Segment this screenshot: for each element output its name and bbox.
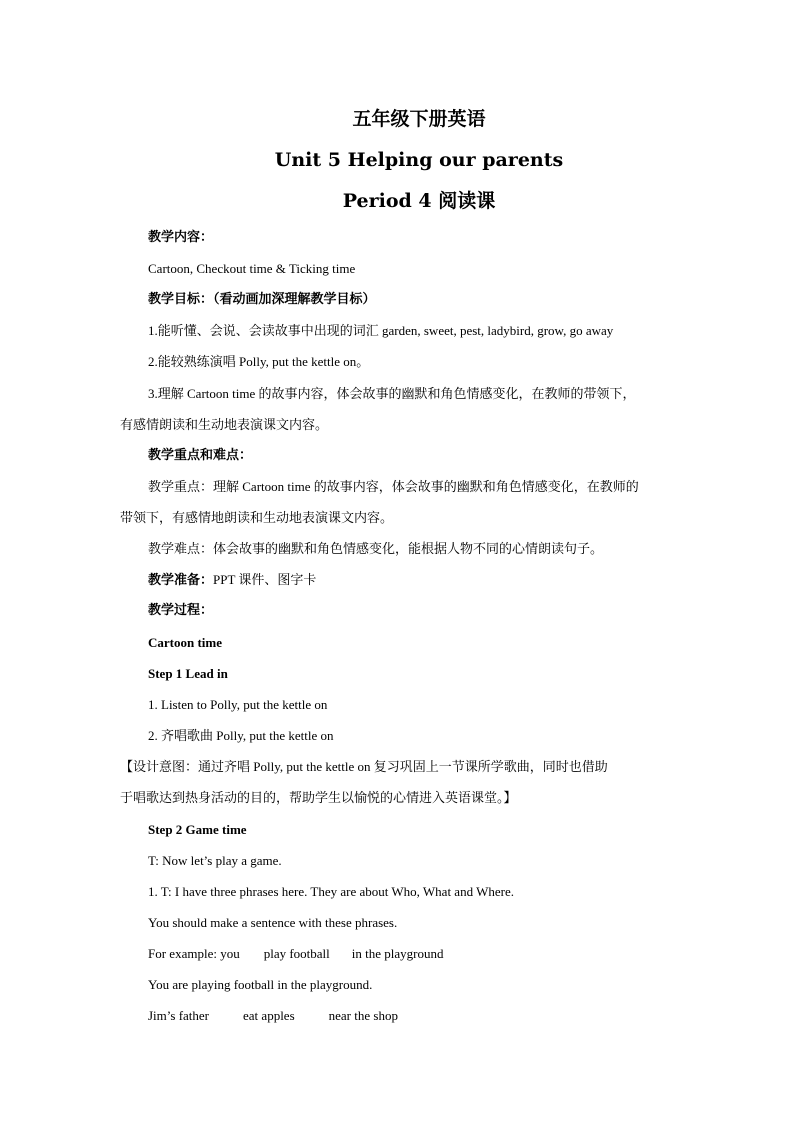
design-intent-line2: 于唱歌达到热身活动的目的，帮助学生以愉悦的心情进入英语课堂。】	[120, 790, 517, 805]
example-where: in the playground	[351, 946, 444, 961]
example-2-where: near the shop	[328, 1008, 398, 1023]
unit-title: Unit 5 Helping our parents	[274, 149, 564, 171]
step1-heading: Step 1 Lead in	[148, 666, 228, 681]
objectives-heading: 教学目标：（看动画加深理解教学目标）	[148, 292, 376, 307]
objective-item-3-line1: 3.理解 Cartoon time 的故事内容，体会故事的幽默和角色情感变化，在教师的带领下，	[148, 386, 636, 401]
grade-title: 五年级下册英语	[352, 108, 486, 130]
example-line	[148, 945, 734, 963]
preparation-text: PPT 课件、图字卡	[213, 572, 317, 587]
focus-line-2: 带领下，有感情地朗读和生动地表演课文内容。	[120, 510, 394, 525]
step2-heading: Step 2 Game time	[148, 822, 247, 837]
step1-item-1: 1. Listen to Polly, put the kettle on	[148, 697, 328, 712]
process-heading: 教学过程：	[148, 603, 214, 618]
period-title: Period 4 阅读课	[342, 190, 496, 212]
preparation-heading: 教学准备：	[148, 573, 214, 588]
objective-item-3-line2: 有感情朗读和生动地表演课文内容。	[120, 417, 329, 432]
content-heading: 教学内容：	[148, 230, 214, 245]
objective-item-1: 1.能听懂、会说、会读故事中出现的词汇 garden, sweet, pest, ladybird, grow, go away	[148, 323, 614, 338]
content-text: Cartoon, Checkout time & Ticking time	[148, 261, 356, 276]
step2-line-2: 1. T: I have three phrases here. They are about Who, What and Where.	[148, 884, 514, 899]
key-points-heading: 教学重点和难点：	[148, 448, 253, 463]
step2-line-1: T: Now let’s play a game.	[148, 853, 282, 868]
preparation-line	[148, 571, 734, 590]
example-2-what: eat apples	[243, 1008, 295, 1023]
objective-item-2: 2.能较熟练演唱 Polly, put the kettle on。	[148, 354, 370, 369]
section-cartoon-time: Cartoon time	[148, 635, 223, 650]
example-2-line	[148, 1007, 734, 1025]
example-what: play football	[263, 946, 330, 961]
design-intent-line1: 【设计意图：通过齐唱 Polly, put the kettle on 复习巩固上一节课所学歌曲，同时也借助	[120, 759, 608, 774]
step2-line-3: You should make a sentence with these phrases.	[148, 915, 398, 930]
difficulty-line: 教学难点：体会故事的幽默和角色情感变化，能根据人物不同的心情朗读句子。	[148, 541, 604, 556]
focus-line-1: 教学重点：理解 Cartoon time 的故事内容，体会故事的幽默和角色情感变化，在教师的	[148, 479, 639, 494]
step2-line-5: You are playing football in the playground.	[148, 977, 373, 992]
step1-item-2: 2. 齐唱歌曲 Polly, put the kettle on	[148, 728, 334, 743]
example-who: For example: you	[148, 946, 240, 961]
example-2-who: Jim’s father	[148, 1008, 210, 1023]
